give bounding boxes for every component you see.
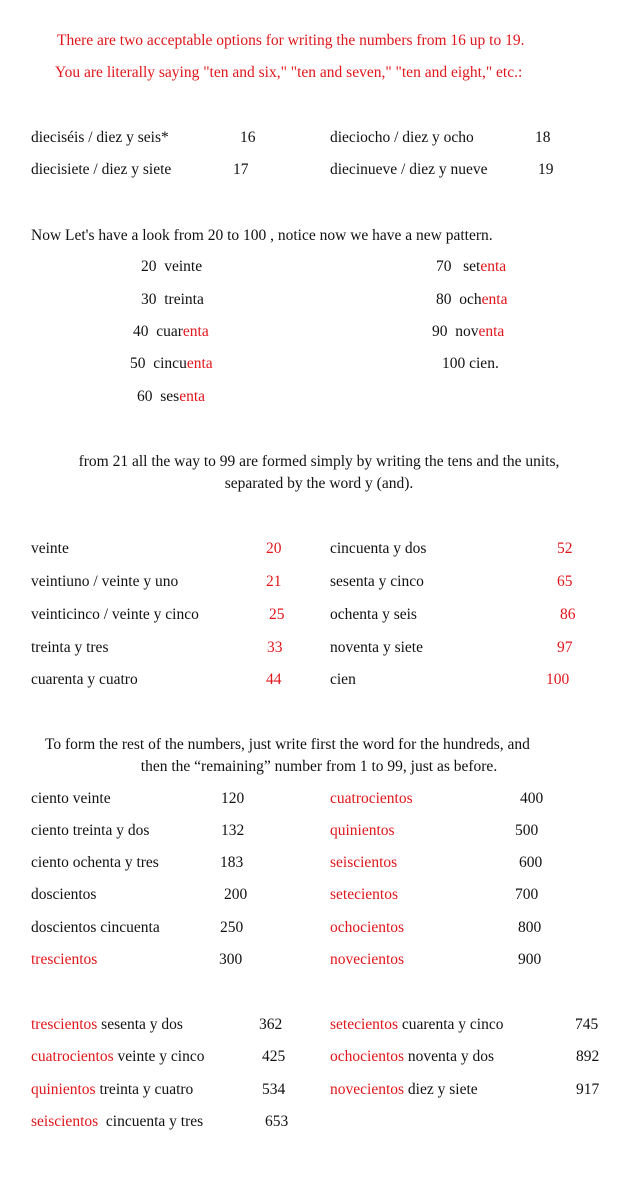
- hundreds-word: doscientos: [31, 886, 97, 903]
- example-word: setecientos cuarenta y cinco: [330, 1016, 504, 1033]
- example-number: 892: [576, 1048, 600, 1065]
- tens-item: 70 setenta: [436, 258, 507, 275]
- compound-number: 25: [269, 606, 285, 623]
- compound-intro-line-1: from 21 all the way to 99 are formed simply by writing the tens and the units,: [78, 453, 560, 470]
- compound-word: cien: [330, 671, 356, 688]
- hundreds-number: 132: [221, 822, 245, 839]
- hundreds-number: 183: [220, 854, 244, 871]
- compound-number: 21: [266, 573, 282, 590]
- compound-word: sesenta y cinco: [330, 573, 424, 590]
- compound-word: treinta y tres: [31, 639, 109, 656]
- teen-word: dieciséis / diez y seis*: [31, 129, 169, 146]
- hundreds-number: 900: [518, 951, 542, 968]
- hundreds-word: seiscientos: [330, 854, 398, 871]
- hundreds-word: ciento treinta y dos: [31, 822, 150, 839]
- teen-word: dieciocho / diez y ocho: [330, 129, 474, 146]
- compound-intro-line-2: separated by the word y (and).: [224, 475, 414, 492]
- hundreds-word: ciento veinte: [31, 790, 111, 807]
- enta-suffix: enta: [478, 323, 505, 340]
- hundreds-number: 600: [519, 854, 543, 871]
- hundreds-word: setecientos: [330, 886, 399, 903]
- teen-word: diecisiete / diez y siete: [31, 161, 172, 178]
- teen-number: 19: [538, 161, 554, 178]
- example-number: 425: [262, 1048, 286, 1065]
- intro-line-1: There are two acceptable options for writing the numbers from 16 up to 19.: [57, 32, 525, 49]
- hundreds-number: 700: [515, 886, 539, 903]
- enta-suffix: enta: [186, 355, 213, 372]
- compound-word: veinticinco / veinte y cinco: [31, 606, 199, 623]
- teen-number: 17: [233, 161, 249, 178]
- hundreds-word: quinientos: [330, 822, 395, 839]
- tens-item: 90 noventa: [432, 323, 505, 340]
- tens-item: 40 cuarenta: [133, 323, 209, 340]
- hundreds-number: 250: [220, 919, 244, 936]
- tens-item: 20 veinte: [141, 258, 203, 275]
- hundreds-word: trescientos: [31, 951, 98, 968]
- compound-number: 33: [267, 639, 283, 656]
- tens-intro: Now Let's have a look from 20 to 100 , notice now we have a new pattern.: [31, 227, 493, 244]
- example-word: cuatrocientos veinte y cinco: [31, 1048, 205, 1065]
- hundreds-word: cuatrocientos: [330, 790, 413, 807]
- compound-word: cincuenta y dos: [330, 540, 427, 557]
- compound-word: cuarenta y cuatro: [31, 671, 138, 688]
- example-number: 534: [262, 1081, 286, 1098]
- compound-number: 20: [266, 540, 282, 557]
- hundreds-number: 400: [520, 790, 544, 807]
- hundreds-number: 300: [219, 951, 243, 968]
- hundreds-number: 120: [221, 790, 245, 807]
- teen-word: diecinueve / diez y nueve: [330, 161, 488, 178]
- compound-word: veintiuno / veinte y uno: [31, 573, 179, 590]
- tens-item: 100 cien.: [442, 355, 499, 372]
- tens-item: 50 cincuenta: [130, 355, 213, 372]
- compound-number: 100: [546, 671, 570, 688]
- example-number: 362: [259, 1016, 283, 1033]
- compound-number: 65: [557, 573, 573, 590]
- hundreds-intro-line-2: then the “remaining” number from 1 to 99, just as before.: [140, 758, 498, 775]
- compound-number: 97: [557, 639, 573, 656]
- example-number: 745: [575, 1016, 599, 1033]
- example-number: 653: [265, 1113, 289, 1130]
- compound-word: ochenta y seis: [330, 606, 417, 623]
- example-word: novecientos diez y siete: [330, 1081, 478, 1098]
- example-word: trescientos sesenta y dos: [31, 1016, 183, 1033]
- compound-number: 52: [557, 540, 573, 557]
- hundreds-word: ciento ochenta y tres: [31, 854, 159, 871]
- teen-number: 16: [240, 129, 256, 146]
- compound-number: 44: [266, 671, 282, 688]
- example-word: ochocientos noventa y dos: [330, 1048, 495, 1065]
- tens-item: 60 sesenta: [137, 388, 206, 405]
- hundreds-number: 800: [518, 919, 542, 936]
- intro-line-2: You are literally saying "ten and six," "ten and seven," "ten and eight," etc.:: [55, 64, 523, 81]
- enta-suffix: enta: [182, 323, 209, 340]
- hundreds-number: 500: [515, 822, 539, 839]
- example-word: quinientos treinta y cuatro: [31, 1081, 194, 1098]
- enta-suffix: enta: [179, 388, 206, 405]
- hundreds-word: ochocientos: [330, 919, 405, 936]
- compound-number: 86: [560, 606, 576, 623]
- compound-word: noventa y siete: [330, 639, 423, 656]
- tens-item: 80 ochenta: [436, 291, 508, 308]
- hundreds-intro-line-1: To form the rest of the numbers, just write first the word for the hundreds, and: [45, 736, 530, 753]
- enta-suffix: enta: [480, 258, 507, 275]
- enta-suffix: enta: [481, 291, 508, 308]
- hundreds-word: doscientos cincuenta: [31, 919, 160, 936]
- hundreds-number: 200: [224, 886, 248, 903]
- teen-number: 18: [535, 129, 551, 146]
- compound-word: veinte: [31, 540, 69, 557]
- tens-item: 30 treinta: [141, 291, 204, 308]
- example-number: 917: [576, 1081, 600, 1098]
- example-word: seiscientos cincuenta y tres: [31, 1113, 204, 1130]
- hundreds-word: novecientos: [330, 951, 405, 968]
